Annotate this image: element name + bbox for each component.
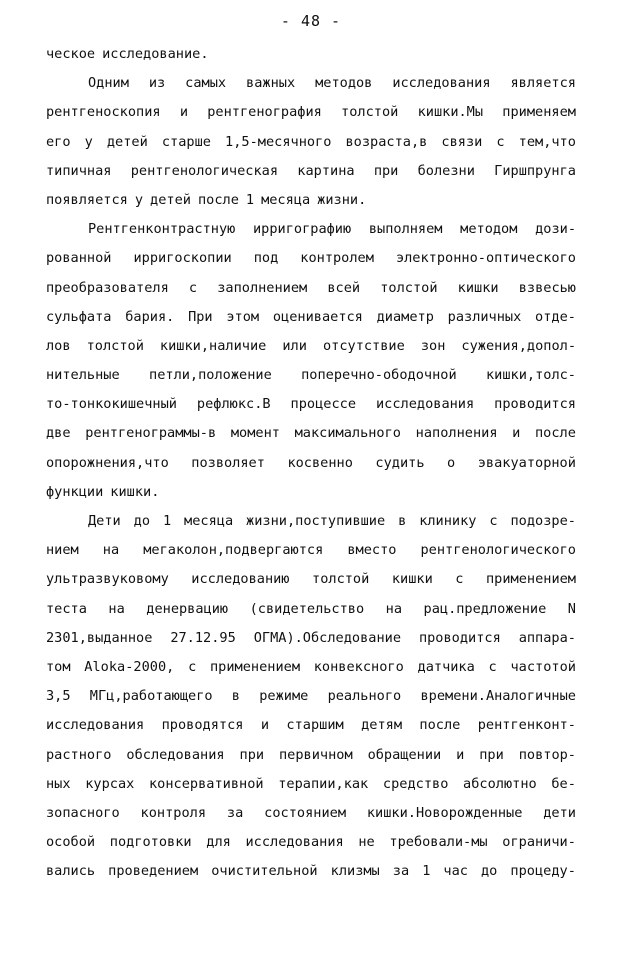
- word: первичном: [278, 746, 353, 763]
- text-line: [46, 770, 576, 799]
- word: выполняем: [368, 221, 443, 238]
- word: частотой: [510, 658, 576, 675]
- word: и: [260, 717, 270, 734]
- word: при: [373, 162, 399, 179]
- word: применением: [209, 658, 301, 675]
- word: ных: [46, 775, 71, 792]
- word: то-тонкокишечный: [46, 396, 177, 413]
- word: бе-: [551, 775, 576, 792]
- word: является: [510, 75, 576, 92]
- word: реального: [327, 688, 402, 705]
- word: не: [358, 834, 375, 851]
- word: обследования: [126, 746, 225, 763]
- word: клинику: [419, 513, 477, 529]
- word: проводится: [418, 629, 501, 646]
- text-line: [46, 828, 576, 857]
- word: в: [398, 513, 407, 529]
- word: 1: [245, 191, 255, 208]
- word: и: [179, 104, 188, 121]
- word: в: [231, 688, 240, 705]
- word: нием: [46, 542, 79, 559]
- word: кишки,толс-: [485, 367, 576, 384]
- word: Гиршпрунга: [494, 162, 576, 179]
- word: особой: [46, 834, 96, 851]
- word: рефлюкс.В: [196, 396, 271, 413]
- word: проводятся: [161, 717, 244, 734]
- word: возраста,в: [345, 133, 428, 150]
- word: ультразвуковому: [46, 571, 169, 588]
- text-line: [46, 157, 576, 186]
- word: повтор-: [518, 746, 576, 763]
- word: его: [46, 133, 71, 150]
- word: сульфата: [46, 308, 112, 325]
- word: исследование.: [102, 46, 209, 62]
- word: старшим: [286, 717, 344, 734]
- word: или: [282, 337, 307, 354]
- text-line: [46, 741, 576, 770]
- word: час: [443, 863, 468, 880]
- word: при: [239, 746, 265, 763]
- word: различных: [447, 308, 522, 325]
- word: рентгенография: [207, 104, 322, 121]
- word: рентгенконт-: [477, 717, 576, 734]
- word: после: [197, 191, 239, 208]
- word: подготовки: [109, 834, 192, 851]
- word: электронно-оптического: [395, 250, 576, 267]
- word: времени.Аналогичные: [420, 688, 576, 705]
- text-line: [46, 682, 576, 711]
- word: с: [488, 658, 497, 675]
- word: требовали-мы: [389, 834, 488, 851]
- word: две: [46, 425, 71, 442]
- word: вместо: [347, 542, 397, 559]
- word: курсах: [85, 775, 135, 792]
- word: поперечно-ободочной: [301, 367, 457, 384]
- word: у: [84, 133, 93, 150]
- word: исследования: [392, 75, 491, 92]
- word: рентгенологического: [420, 542, 576, 559]
- word: оценивается: [272, 308, 363, 325]
- word: том: [46, 658, 71, 675]
- word: абсолютно: [463, 775, 537, 792]
- word: с: [188, 658, 197, 675]
- word: появляется: [46, 191, 128, 208]
- word: жизни.: [317, 191, 367, 208]
- word: проводится: [494, 396, 576, 413]
- word: для: [206, 834, 231, 851]
- word: косвенно: [287, 454, 353, 471]
- text-line: [46, 274, 576, 303]
- word: ирригоскопии: [133, 250, 232, 267]
- word: ОГМА).Обследование: [253, 629, 402, 646]
- word: рованной: [46, 250, 112, 267]
- word: лов: [46, 337, 71, 354]
- word: процессе: [290, 396, 357, 413]
- word: с: [188, 279, 198, 296]
- text-line: [46, 361, 576, 390]
- word: 3,5: [46, 688, 71, 705]
- word: 1: [422, 863, 431, 880]
- word: контролем: [300, 250, 374, 267]
- word: на: [102, 542, 120, 559]
- word: болезни: [417, 162, 475, 179]
- word: Дети: [88, 513, 121, 529]
- text-line: [46, 332, 576, 361]
- word: кишки: [391, 571, 433, 588]
- text-line: [46, 449, 576, 478]
- word: старше: [161, 133, 211, 150]
- word: с: [455, 571, 464, 588]
- text-line: [46, 128, 576, 157]
- word: под: [253, 250, 279, 267]
- word: 1,5-месячного: [225, 133, 332, 150]
- word: связи: [441, 133, 483, 150]
- word: ческое: [46, 46, 96, 62]
- word: 1: [162, 513, 172, 529]
- word: кишки.Мы: [417, 104, 484, 121]
- word: Одним: [88, 75, 129, 92]
- word: за: [392, 863, 410, 880]
- word: сужения,допол-: [461, 337, 576, 354]
- word: подозре-: [510, 513, 576, 529]
- word: о: [447, 454, 456, 471]
- word: важных: [246, 75, 296, 92]
- word: кишки.Новорожденные: [366, 804, 523, 821]
- word: с: [496, 133, 505, 150]
- word: кишки.: [110, 483, 160, 500]
- word: методом: [460, 221, 518, 238]
- word: 27.12.95: [170, 629, 236, 646]
- word: петли,положение: [149, 367, 272, 384]
- text-line: [46, 186, 576, 215]
- text-line: [46, 857, 576, 886]
- word: растного: [46, 746, 112, 763]
- word: кишки,наличие: [159, 337, 267, 354]
- word: аппара-: [518, 629, 576, 646]
- word: Рентгенконтрастную: [88, 221, 236, 238]
- word: судить: [375, 454, 425, 471]
- text-line: [46, 711, 576, 740]
- word: отсутствие: [322, 337, 405, 354]
- word: дози-: [535, 221, 576, 238]
- word: на: [108, 600, 125, 617]
- word: исследования: [375, 396, 475, 413]
- word: и: [512, 425, 521, 442]
- word: взвесью: [518, 279, 576, 296]
- word: рац.предложение: [423, 600, 547, 617]
- word: после: [535, 425, 576, 442]
- word: денервацию: [146, 600, 229, 617]
- word: применением: [485, 571, 576, 588]
- text-line: [46, 653, 576, 682]
- word: режиме: [259, 688, 309, 705]
- word: состоянием: [264, 804, 346, 821]
- word: с: [489, 513, 498, 529]
- text-line: [46, 799, 576, 828]
- word: терапии,как: [278, 775, 369, 792]
- word: функции: [46, 483, 104, 500]
- word: отде-: [535, 308, 576, 325]
- word: конвексного: [313, 658, 404, 675]
- word: толстой: [312, 571, 370, 588]
- word: момент: [230, 425, 280, 442]
- word: самых: [185, 75, 227, 92]
- text-line: [46, 69, 576, 98]
- word: средство: [382, 775, 449, 792]
- body-text: [46, 40, 576, 886]
- page-number: - 48 -: [280, 12, 342, 30]
- word: ирригографию: [252, 221, 352, 238]
- word: до: [133, 513, 151, 529]
- word: у: [134, 191, 144, 208]
- word: исследования: [245, 834, 344, 851]
- word: применяем: [502, 104, 576, 121]
- word: датчика: [417, 658, 475, 675]
- word: (свидетельство: [249, 600, 365, 617]
- word: опорожнения,что: [46, 454, 169, 471]
- word: за: [226, 804, 244, 821]
- word: зопасного: [46, 804, 120, 821]
- word: преобразователя: [46, 279, 169, 296]
- word: картина: [297, 162, 355, 179]
- word: эвакуаторной: [477, 454, 576, 471]
- word: При: [188, 308, 213, 325]
- word: мегаколон,подвергаются: [143, 542, 324, 559]
- word: консервативной: [148, 775, 264, 792]
- text-line: [46, 419, 576, 448]
- text-line: [46, 507, 576, 536]
- word: до: [481, 863, 498, 880]
- word: наполнения: [415, 425, 498, 442]
- word: месяца: [261, 191, 311, 208]
- word: этом: [226, 308, 260, 325]
- word: максимального: [294, 425, 401, 442]
- text-line: [46, 98, 576, 127]
- word: рентгенограммы-в: [85, 425, 217, 442]
- word: 2301,выданное: [46, 629, 153, 646]
- text-line: [46, 40, 576, 69]
- word: зон: [420, 337, 446, 354]
- word: очистительной: [211, 863, 318, 880]
- word: типичная: [46, 162, 112, 179]
- word: диаметр: [376, 308, 434, 325]
- word: после: [419, 717, 461, 734]
- word: вались: [46, 863, 96, 880]
- word: тем,что: [518, 133, 576, 150]
- word: толстой: [341, 104, 399, 121]
- word: детям: [361, 717, 403, 734]
- text-line: [46, 244, 576, 273]
- text-line: [46, 565, 576, 594]
- word: всей: [327, 279, 361, 296]
- text-line: [46, 595, 576, 624]
- word: детей: [150, 191, 191, 208]
- word: месяца: [184, 513, 234, 529]
- word: ограничи-: [502, 834, 576, 851]
- word: из: [148, 75, 166, 92]
- word: толстой: [380, 279, 438, 296]
- word: исследования: [46, 717, 145, 734]
- word: на: [385, 600, 403, 617]
- word: процеду-: [510, 863, 576, 880]
- word: заполнением: [217, 279, 308, 296]
- text-line: [46, 478, 576, 507]
- word: бария.: [125, 308, 175, 325]
- word: детей: [106, 133, 148, 150]
- word: нительные: [46, 367, 120, 384]
- word: толстой: [86, 337, 144, 354]
- text-line: [46, 303, 576, 332]
- word: позволяет: [191, 454, 265, 471]
- word: методов: [315, 75, 373, 92]
- text-line: [46, 390, 576, 419]
- text-line: [46, 536, 576, 565]
- word: при: [479, 746, 504, 763]
- text-line: [46, 624, 576, 653]
- word: обращении: [367, 746, 442, 763]
- word: рентгенологическая: [130, 162, 279, 179]
- text-line: [46, 215, 576, 244]
- word: теста: [46, 600, 87, 617]
- word: контроля: [140, 804, 207, 821]
- word: дети: [543, 804, 576, 821]
- word: и: [456, 746, 465, 763]
- word: проведением: [108, 863, 199, 880]
- word: N: [567, 600, 576, 617]
- word: жизни,поступившие: [246, 513, 386, 529]
- word: клизмы: [330, 863, 380, 880]
- word: исследованию: [191, 571, 290, 588]
- word: Aloka-2000,: [84, 658, 175, 675]
- word: кишки: [457, 279, 499, 296]
- word: рентгеноскопия: [46, 104, 161, 121]
- word: МГц,работающего: [89, 688, 213, 705]
